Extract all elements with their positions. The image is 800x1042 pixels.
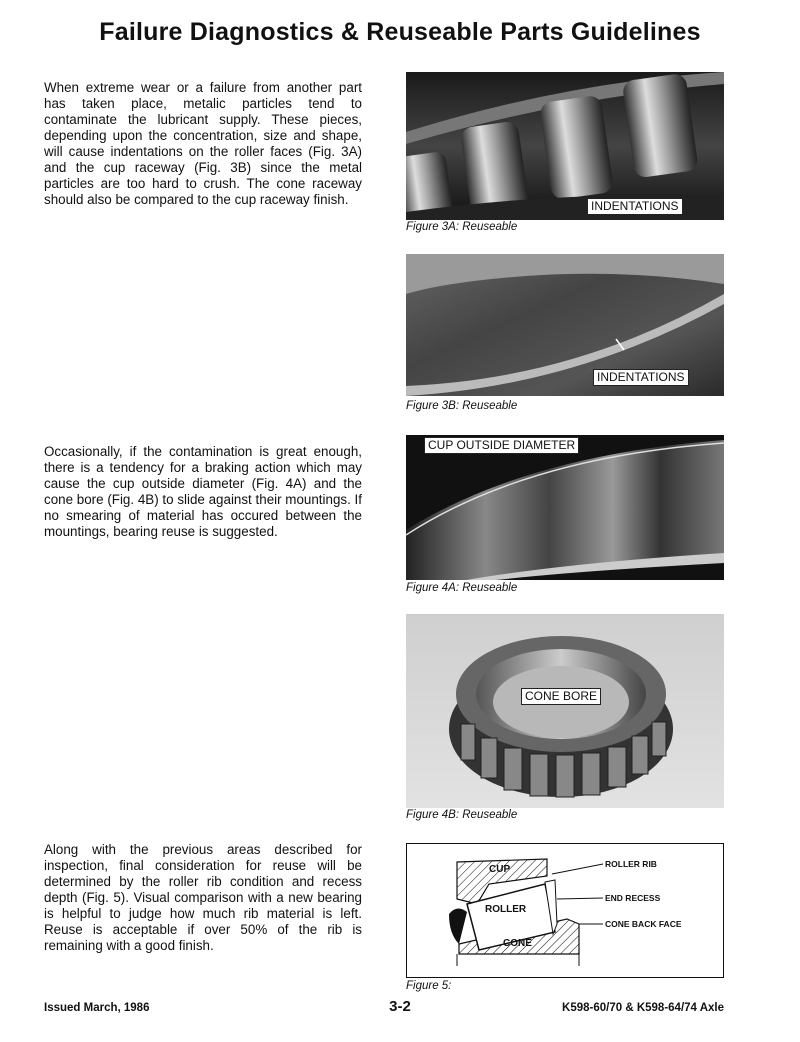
cone-back-face-label: CONE BACK FACE — [605, 919, 682, 929]
cone-part-label: CONE — [503, 938, 532, 949]
figure-3b-photo — [406, 254, 724, 396]
figure-3b-caption: Figure 3B: Reuseable — [406, 400, 518, 412]
figure-4b-photo — [406, 614, 724, 808]
issued-date: Issued March, 1986 — [44, 1002, 150, 1014]
figure-3a-caption: Figure 3A: Reuseable — [406, 221, 518, 233]
end-recess-label: END RECESS — [605, 893, 661, 903]
cup-outside-diameter-label: CUP OUTSIDE DIAMETER — [424, 437, 579, 454]
figure-4a-caption: Figure 4A: Reuseable — [406, 582, 518, 594]
figure-4a-photo — [406, 435, 724, 580]
cup-part-label: CUP — [489, 864, 511, 875]
paragraph-contamination: When extreme wear or a failure from another part has taken place, metalic particles tend to contaminate the lubricant supply. These pieces, depending upon the concentration, size and shape, will cause indentations on the roller faces (Fig. 3A) and the cup raceway (Fig. 3B) since the metal particles are too hard to crush. The cone raceway should also be compared to the cup raceway finish. — [44, 80, 362, 207]
paragraph-roller-rib: Along with the previous areas described for inspection, final consideration for reuse will be determined by the roller rib condition and recess depth (Fig. 5). Visual comparison with a new bearing is helpful to judge how much rib material is left. Reuse is acceptable if over 50% of the rib is remaining with a good finish. — [44, 842, 362, 953]
cone-bore-label: CONE BORE — [521, 688, 601, 705]
indentations-label-3a: INDENTATIONS — [587, 198, 683, 215]
indentations-label-3b: INDENTATIONS — [593, 369, 689, 386]
figure-3a-photo — [406, 72, 724, 220]
figure-4b-caption: Figure 4B: Reuseable — [406, 809, 518, 821]
paragraph-braking-action: Occasionally, if the contamination is great enough, there is a tendency for a braking action which may cause the cup outside diameter (Fig. 4A) and the cone bore (Fig. 4B) to slide against their mountings. If no smearing of material has occured between the mountings, bearing reuse is suggested. — [44, 444, 362, 539]
roller-part-label: ROLLER — [485, 904, 527, 915]
page-title: Failure Diagnostics & Reuseable Parts Guidelines — [99, 18, 701, 46]
roller-rib-label: ROLLER RIB — [605, 859, 657, 869]
figure-5-caption: Figure 5: — [406, 980, 452, 992]
model-number: K598-60/70 & K598-64/74 Axle — [562, 1002, 724, 1014]
page-number: 3-2 — [389, 998, 411, 1015]
figure-5-diagram — [406, 843, 724, 978]
